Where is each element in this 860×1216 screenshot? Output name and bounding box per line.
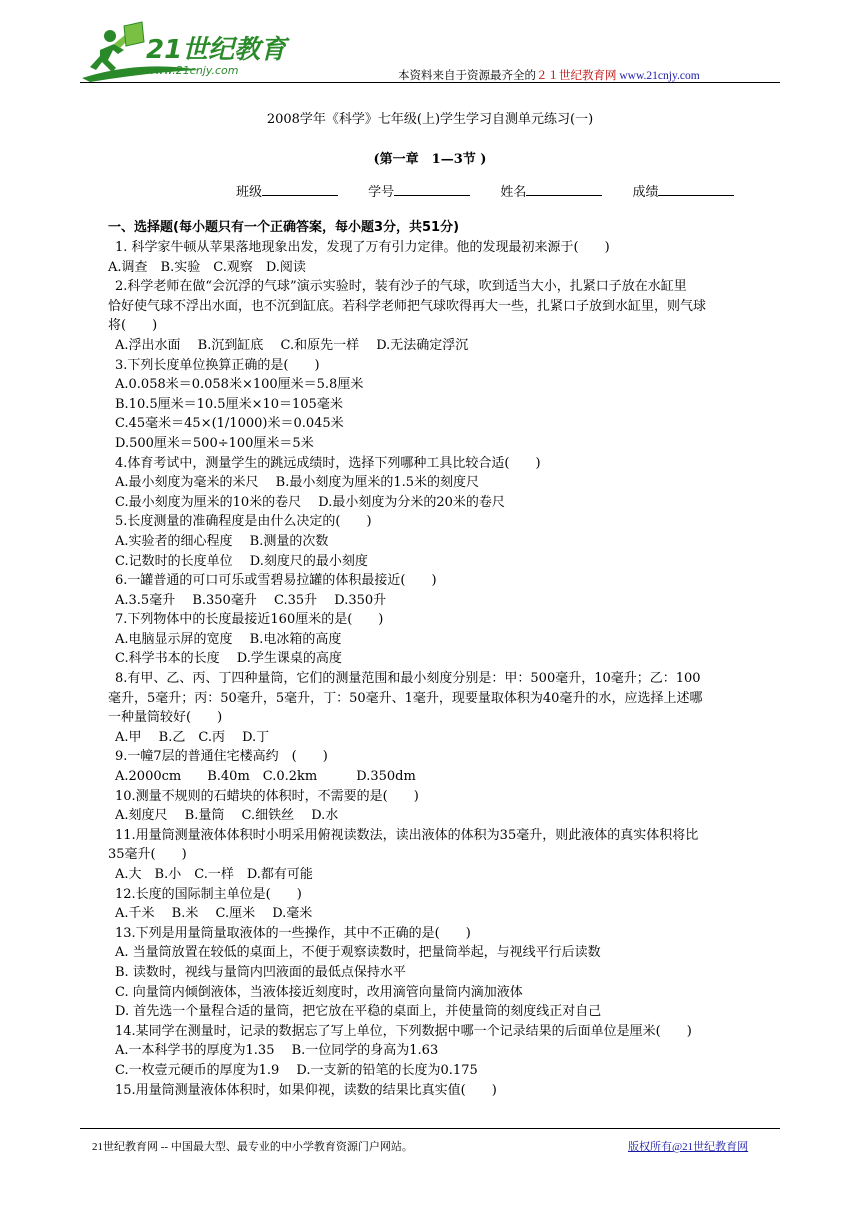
name-blank bbox=[526, 183, 602, 196]
question-line: C.最小刻度为厘米的10米的卷尺 D.最小刻度为分米的20米的卷尺 bbox=[115, 494, 505, 510]
question-line: C. 向量筒内倾倒液体，当液体接近刻度时，改用滴管向量筒内滴加液体 bbox=[115, 984, 523, 1000]
site-logo bbox=[80, 20, 290, 84]
student-number-blank bbox=[394, 183, 470, 196]
question-line: 13.下列是用量筒量取液体的一些操作，其中不正确的是( ) bbox=[115, 925, 471, 941]
question-line: 8.有甲、乙、丙、丁四种量筒，它们的测量范围和最小刻度分别是：甲：500毫升，10毫升；乙：100 bbox=[115, 671, 701, 687]
question-line: 4.体育考试中，测量学生的跳远成绩时，选择下列哪种工具比较合适( ) bbox=[115, 455, 541, 471]
question-line: C.科学书本的长度 D.学生课桌的高度 bbox=[115, 651, 342, 667]
question-line: D. 首先选一个量程合适的量筒，把它放在平稳的桌面上，并使量筒的刻度线正对自己 bbox=[115, 1004, 602, 1020]
question-line: 6.一罐普通的可口可乐或雪碧易拉罐的体积最接近( ) bbox=[115, 573, 437, 589]
question-line: A.2000cm B.40m C.0.2km D.350dm bbox=[115, 769, 416, 785]
question-line: 15.用量筒测量液体体积时，如果仰视，读数的结果比真实值( ) bbox=[115, 1082, 497, 1098]
footer-copyright-link[interactable]: 版权所有@21世纪教育网 bbox=[628, 1141, 749, 1153]
question-line: A.调查 B.实验 C.观察 D.阅读 bbox=[108, 259, 306, 275]
class-label: 班级 bbox=[236, 185, 263, 200]
question-line: B. 读数时，视线与量筒内凹液面的最低点保持水平 bbox=[115, 964, 406, 980]
question-line: A. 当量筒放置在较低的桌面上，不便于观察读数时，把量筒举起，与视线平行后读数 bbox=[115, 945, 601, 961]
question-line: 5.长度测量的准确程度是由什么决定的( ) bbox=[115, 514, 372, 530]
question-line: 恰好使气球不浮出水面，也不沉到缸底。若科学老师把气球吹得再大一些，扎紧口子放到水缸里，则气球 bbox=[108, 298, 707, 314]
question-line: A.一本科学书的厚度为1.35 B.一位同学的身高为1.63 bbox=[115, 1043, 439, 1059]
name-field bbox=[500, 181, 602, 200]
section-heading: 一、选择题(每小题只有一个正确答案，每小题3分，共51分) bbox=[108, 220, 460, 235]
logo-url-text: www.21cnjy.com bbox=[146, 64, 239, 77]
question-line: 9.一幢7层的普通住宅楼高约 ( ) bbox=[115, 749, 328, 765]
question-line: A.最小刻度为毫米的米尺 B.最小刻度为厘米的1.5米的刻度尺 bbox=[115, 475, 480, 491]
student-info-row bbox=[236, 181, 760, 200]
question-line: A.实验者的细心程度 B.测量的次数 bbox=[115, 533, 329, 549]
question-line: C.一枚壹元硬币的厚度为1.9 D.一支新的铅笔的长度为0.175 bbox=[115, 1062, 478, 1078]
logo-brand-text: 21世纪教育 bbox=[146, 35, 287, 65]
score-field bbox=[632, 181, 734, 200]
question-line: A.0.058米＝0.058米×100厘米＝5.8厘米 bbox=[115, 377, 364, 393]
document-title: 2008学年《科学》七年级(上)学生学习自测单元练习(一) bbox=[266, 112, 594, 127]
student-number-label: 学号 bbox=[368, 185, 395, 200]
student-number-field bbox=[368, 181, 470, 200]
question-line: 7.下列物体中的长度最接近160厘米的是( ) bbox=[115, 612, 384, 628]
score-label: 成绩 bbox=[632, 185, 659, 200]
header-note-prefix: 本资料来自于资源最齐全的 bbox=[398, 70, 536, 82]
question-line: A.大 B.小 C.一样 D.都有可能 bbox=[115, 867, 313, 882]
footer-site-description: 21世纪教育网 -- 中国最大型、最专业的中小学教育资源门户网站。 bbox=[92, 1141, 413, 1153]
question-line: B.10.5厘米＝10.5厘米×10＝105毫米 bbox=[115, 396, 343, 412]
question-line: 14.某同学在测量时，记录的数据忘了写上单位，下列数据中哪一个记录结果的后面单位是厘米( ) bbox=[115, 1023, 692, 1039]
score-blank bbox=[658, 183, 734, 196]
question-line: C.记数时的长度单位 D.刻度尺的最小刻度 bbox=[115, 553, 368, 569]
question-line: C.45毫米＝45×(1/1000)米＝0.045米 bbox=[115, 416, 344, 432]
question-line: 35毫升( ) bbox=[108, 847, 187, 863]
header-note-site[interactable]: ２１世纪教育网 bbox=[536, 70, 617, 82]
document-subtitle: (第一章 1—3节 ) bbox=[373, 152, 487, 167]
question-line: 2.科学老师在做“会沉浮的气球”演示实验时，装有沙子的气球，吹到适当大小，扎紧口子放在水缸里 bbox=[115, 279, 687, 295]
class-blank bbox=[262, 183, 338, 196]
question-line: A.浮出水面 B.沉到缸底 C.和原先一样 D.无法确定浮沉 bbox=[115, 337, 469, 353]
question-line: 1. 科学家牛顿从苹果落地现象出发，发现了万有引力定律。他的发现最初来源于( ) bbox=[115, 240, 610, 255]
question-line: 10.测量不规则的石蜡块的体积时，不需要的是( ) bbox=[115, 788, 419, 804]
name-label: 姓名 bbox=[500, 185, 527, 200]
question-line: A.3.5毫升 B.350毫升 C.35升 D.350升 bbox=[115, 592, 387, 608]
question-line: 12.长度的国际制主单位是( ) bbox=[115, 886, 302, 902]
question-list bbox=[108, 238, 784, 1100]
class-field bbox=[236, 181, 338, 200]
header-source-note bbox=[398, 67, 700, 83]
question-line: 毫升，5毫升；丙：50毫升，5毫升，丁：50毫升、1毫升，现要量取体积为40毫升的水，应选择上述哪 bbox=[108, 690, 703, 706]
question-line: A.千米 B.米 C.厘米 D.毫米 bbox=[115, 906, 313, 922]
question-line: A.甲 B.乙 C.丙 D.丁 bbox=[115, 729, 270, 745]
question-line: A.刻度尺 B.量筒 C.细铁丝 D.水 bbox=[115, 808, 339, 824]
header-note-url[interactable]: www.21cnjy.com bbox=[619, 70, 700, 82]
question-line: 11.用量筒测量液体体积时小明采用俯视读数法，读出液体的体积为35毫升，则此液体的真实体积将比 bbox=[115, 827, 699, 843]
question-line: D.500厘米＝500÷100厘米＝5米 bbox=[115, 435, 314, 451]
question-line: 将( ) bbox=[108, 318, 158, 334]
question-line: A.电脑显示屏的宽度 B.电冰箱的高度 bbox=[115, 631, 342, 647]
question-line: 一种量筒较好( ) bbox=[108, 710, 223, 726]
runner-logo-icon bbox=[80, 20, 290, 84]
header-divider bbox=[80, 82, 780, 83]
question-line: 3.下列长度单位换算正确的是( ) bbox=[115, 357, 320, 373]
footer-divider bbox=[80, 1128, 780, 1129]
